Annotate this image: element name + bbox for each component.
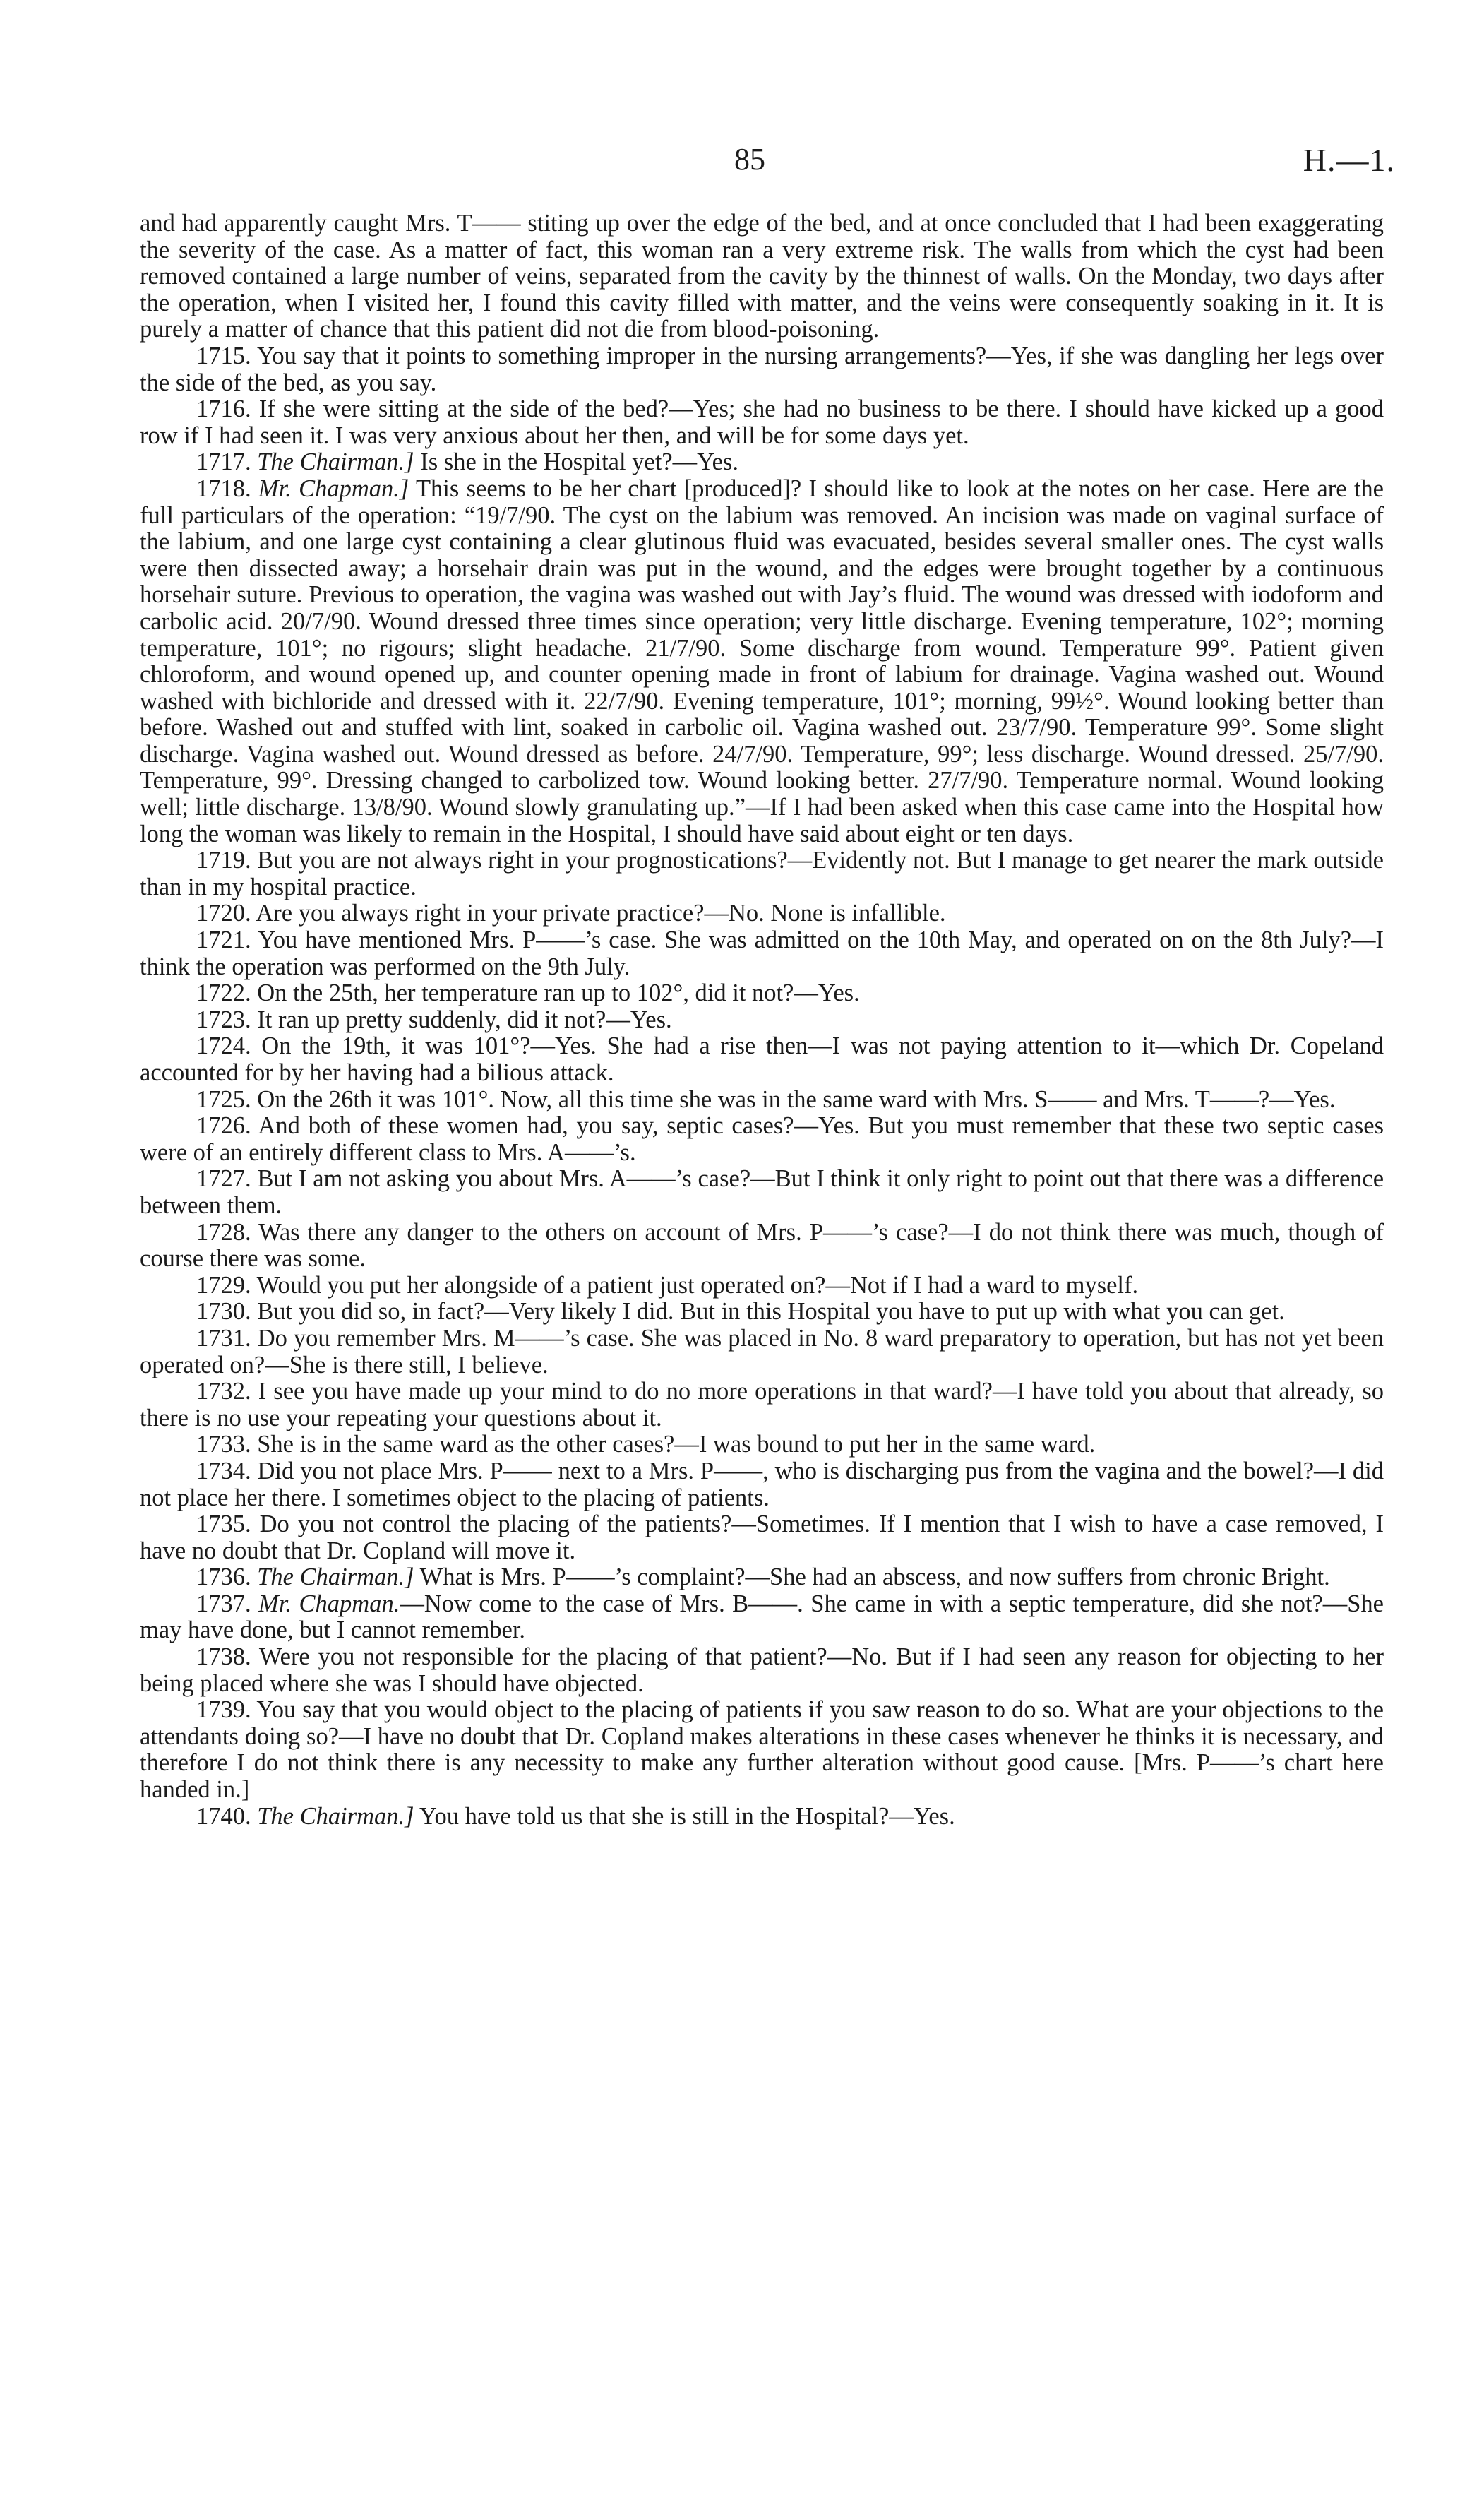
question-number: 1735. <box>196 1511 251 1538</box>
question-1734 <box>140 1458 1384 1511</box>
question-1727 <box>140 1166 1384 1219</box>
question-1725 <box>140 1087 1384 1114</box>
question-number: 1723. <box>196 1006 251 1033</box>
paragraph-continuation <box>140 210 1384 343</box>
question-text: Did you not place Mrs. P—— next to a Mrs. P——, who is discharging pus from the vagina and the bowel?—I did not place her there. I sometimes object to the placing of patients. <box>140 1457 1384 1511</box>
question-text: I see you have made up your mind to do no more operations in that ward?—I have told you about that already, so there is no use your repeating your questions about it. <box>140 1378 1384 1431</box>
question-1726 <box>140 1113 1384 1166</box>
speaker: Mr. Chapman. <box>258 1590 400 1617</box>
speaker: The Chairman.] <box>257 1802 414 1830</box>
question-number: 1715. <box>196 342 251 369</box>
question-1738 <box>140 1644 1384 1697</box>
question-number: 1729. <box>196 1271 251 1299</box>
question-number: 1721. <box>196 927 251 954</box>
question-1715 <box>140 343 1384 396</box>
question-1740 <box>140 1804 1384 1830</box>
question-number: 1726. <box>196 1112 251 1140</box>
question-text: Do you not control the placing of the patients?—Sometimes. If I mention that I wish to have a case removed, I have no doubt that Dr. Copland will move it. <box>140 1511 1384 1564</box>
question-number: 1728. <box>196 1218 251 1246</box>
question-number: 1720. <box>196 900 251 927</box>
question-text: You have told us that she is still in the Hospital?—Yes. <box>419 1802 955 1830</box>
question-text: On the 19th, it was 101°?—Yes. She had a rise then—I was not paying attention to it—which Dr. Copeland accounted for by her having had a bilious attack. <box>140 1032 1384 1086</box>
question-text: This seems to be her chart [produced]? I should like to look at the notes on her case. Here are the full particulars of the operation: “19/7/90. The cyst on the labium was removed. An incision was made on vaginal surface of the labium, and one large cyst containing a clear glutinous fluid was evacuated, besides several smaller ones. The cyst walls were then dissected away; a horsehair drain was put in the wound, and the edges were brought together by a continuous horsehair suture. Previous to operation, the vagina was washed out with Jay’s fluid. The wound was dressed with iodoform and carbolic acid. 20/7/90. Wound dressed three times since operation; very little discharge. Evening temperature, 102°; morning temperature, 101°; no rigours; slight headache. 21/7/90. Some discharge from wound. Temperature 99°. Patient given chloroform, and wound opened up, and counter opening made in front of labium for drainage. Vagina washed out. Wound washed with bichloride and dressed with it. 22/7/90. Evening temperature, 101°; morning, 99½°. Wound looking better than before. Washed out and stuffed with lint, soaked in carbolic oil. Vagina washed out. 23/7/90. Temperature 99°. Some slight discharge. Vagina washed out. Wound dressed as before. 24/7/90. Temperature, 99°; less discharge. Wound dressed. 25/7/90. Temperature, 99°. Dressing changed to carbolized tow. Wound looking better. 27/7/90. Temperature normal. Wound looking well; little discharge. 13/8/90. Wound slowly granulating up.”—If I had been asked when this case came into the Hospital how long the woman was likely to remain in the Hospital, I should have said about eight or ten days. <box>140 475 1384 847</box>
question-1716 <box>140 396 1384 449</box>
question-1722 <box>140 980 1384 1007</box>
question-number: 1737. <box>196 1590 251 1617</box>
question-1720 <box>140 900 1384 927</box>
question-1732 <box>140 1378 1384 1431</box>
question-text: What is Mrs. P——’s complaint?—She had an abscess, and now suffers from chronic Bright. <box>419 1564 1330 1591</box>
question-number: 1732. <box>196 1378 251 1405</box>
speaker: The Chairman.] <box>257 448 414 476</box>
question-number: 1724. <box>196 1032 251 1060</box>
question-1719 <box>140 847 1384 900</box>
question-number: 1740. <box>196 1802 251 1830</box>
body-text <box>140 210 1384 1830</box>
question-number: 1730. <box>196 1298 251 1326</box>
question-1724 <box>140 1033 1384 1086</box>
question-text: She is in the same ward as the other cases?—I was bound to put her in the same ward. <box>257 1431 1096 1458</box>
question-number: 1725. <box>196 1085 251 1113</box>
question-1737 <box>140 1591 1384 1644</box>
question-1731 <box>140 1326 1384 1378</box>
question-number: 1727. <box>196 1165 251 1193</box>
page-header <box>0 141 1484 184</box>
question-1736 <box>140 1564 1384 1591</box>
question-text: Were you not responsible for the placing of that patient?—No. But if I had seen any reason for objecting to her being placed where she was I should have objected. <box>140 1643 1384 1697</box>
question-text: But you are not always right in your prognostications?—Evidently not. But I manage to get nearer the mark outside than in my hospital practice. <box>140 847 1384 900</box>
question-1730 <box>140 1299 1384 1326</box>
question-number: 1722. <box>196 979 251 1007</box>
page-number: 85 <box>734 142 765 177</box>
paragraph-text: and had apparently caught Mrs. T—— stiting up over the edge of the bed, and at once concluded that I had been exaggerating the severity of the case. As a matter of fact, this woman ran a very extreme risk. The walls from which the cyst had been removed contained a large number of veins, separated from the cavity by the thinnest of walls. On the Monday, two days after the operation, when I visited her, I found this cavity filled with matter, and the veins were consequently soaking in it. It is purely a matter of chance that this patient did not die from blood-poisoning. <box>140 210 1384 343</box>
question-text: On the 25th, her temperature ran up to 102°, did it not?—Yes. <box>257 979 860 1007</box>
question-text: If she were sitting at the side of the bed?—Yes; she had no business to be there. I should have kicked up a good row if I had seen it. I was very anxious about her then, and will be for some days yet. <box>140 395 1384 449</box>
question-1729 <box>140 1273 1384 1299</box>
question-text: Is she in the Hospital yet?—Yes. <box>420 448 738 476</box>
question-number: 1734. <box>196 1457 251 1484</box>
speaker: Mr. Chapman.] <box>258 475 409 502</box>
question-number: 1733. <box>196 1431 251 1458</box>
question-number: 1719. <box>196 847 251 874</box>
question-text: But I am not asking you about Mrs. A——’s case?—But I think it only right to point out that there was a difference between them. <box>140 1165 1384 1219</box>
question-1721 <box>140 927 1384 980</box>
question-text: But you did so, in fact?—Very likely I did. But in this Hospital you have to put up with what you can get. <box>257 1298 1285 1326</box>
question-1723 <box>140 1007 1384 1034</box>
question-number: 1717. <box>196 448 251 476</box>
question-text: Are you always right in your private practice?—No. None is infallible. <box>256 900 946 927</box>
question-1718 <box>140 476 1384 847</box>
question-text: On the 26th it was 101°. Now, all this time she was in the same ward with Mrs. S—— and Mrs. T——?—Yes. <box>257 1085 1336 1113</box>
question-number: 1716. <box>196 395 251 423</box>
question-text: Was there any danger to the others on account of Mrs. P——’s case?—I do not think there was much, though of course there was some. <box>140 1218 1384 1273</box>
question-text: It ran up pretty suddenly, did it not?—Yes. <box>257 1006 672 1033</box>
question-text: —Now come to the case of Mrs. B——. She came in with a septic temperature, did she not?—She may have done, but I cannot remember. <box>140 1590 1384 1644</box>
question-number: 1736. <box>196 1564 251 1591</box>
question-1733 <box>140 1431 1384 1458</box>
speaker: The Chairman.] <box>257 1564 414 1591</box>
question-1735 <box>140 1511 1384 1564</box>
question-number: 1739. <box>196 1696 251 1724</box>
question-number: 1738. <box>196 1643 251 1671</box>
question-text: Would you put her alongside of a patient just operated on?—Not if I had a ward to myself. <box>256 1271 1139 1299</box>
question-text: You say that it points to something improper in the nursing arrangements?—Yes, if she was dangling her legs over the side of the bed, as you say. <box>140 342 1384 396</box>
question-1728 <box>140 1220 1384 1273</box>
question-1739 <box>140 1697 1384 1803</box>
question-text: You say that you would object to the placing of patients if you saw reason to do so. What are your objections to the attendants doing so?—I have no doubt that Dr. Copland makes alterations in these cases whenever he thinks it is necessary, and therefore I do not think there is any necessity to make any further alteration without good cause. [Mrs. P——’s chart here handed in.] <box>140 1696 1384 1804</box>
question-number: 1731. <box>196 1324 251 1352</box>
question-number: 1718. <box>196 475 251 502</box>
document-reference: H.—1. <box>1303 142 1395 178</box>
question-1717 <box>140 449 1384 476</box>
question-text: You have mentioned Mrs. P——’s case. She was admitted on the 10th May, and operated on on the 8th July?—I think the operation was performed on the 9th July. <box>140 927 1384 980</box>
question-text: And both of these women had, you say, septic cases?—Yes. But you must remember that these two septic cases were of an entirely different class to Mrs. A——’s. <box>140 1112 1384 1166</box>
question-text: Do you remember Mrs. M——’s case. She was placed in No. 8 ward preparatory to operation, but has not yet been operated on?—She is there still, I believe. <box>140 1324 1384 1378</box>
